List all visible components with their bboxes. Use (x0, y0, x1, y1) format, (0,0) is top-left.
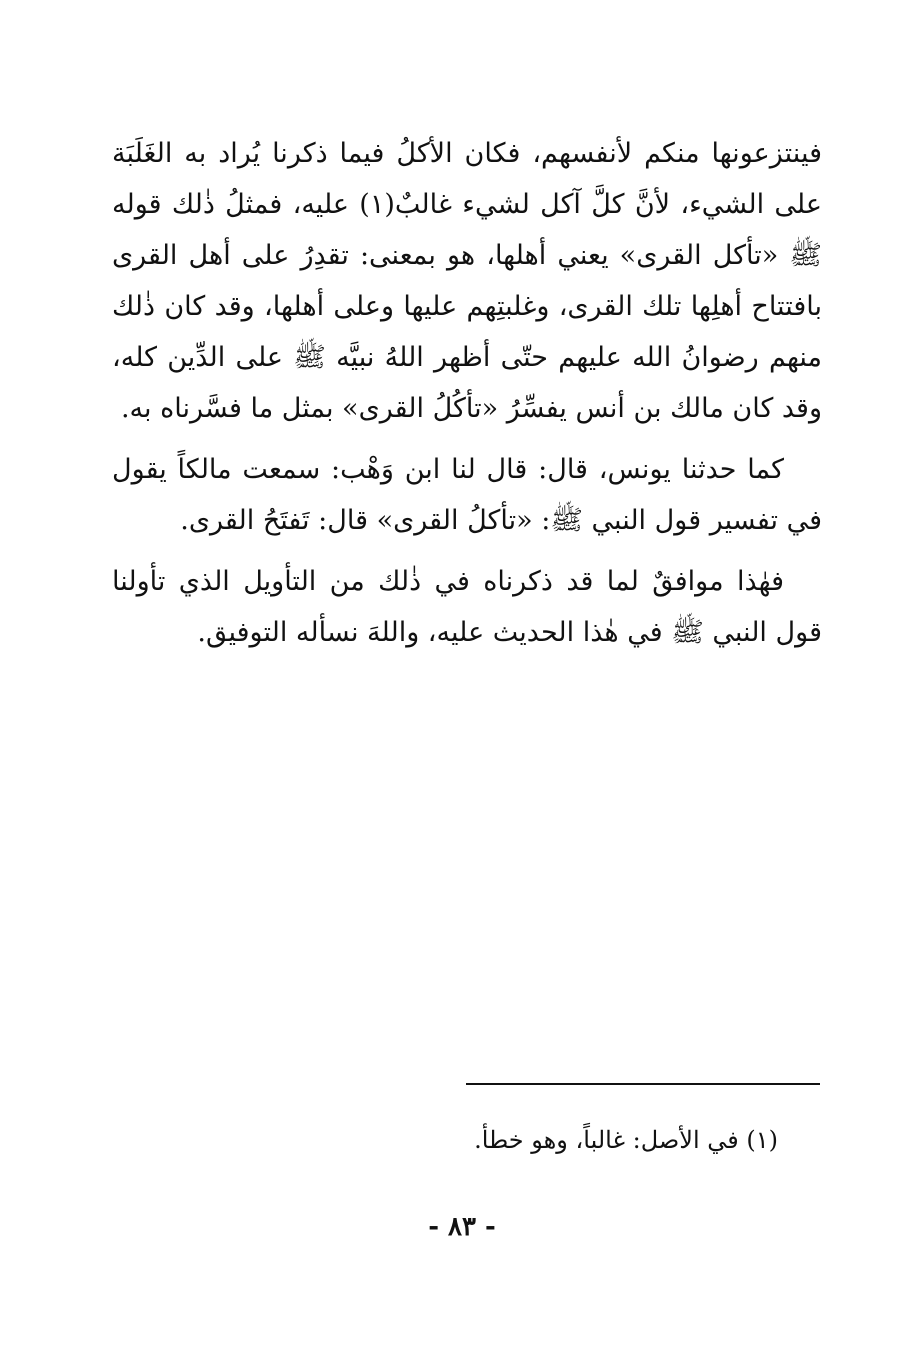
page-number: - ٨٣ - (428, 1212, 496, 1242)
paragraph-3: فهٰذا موافقٌ لما قد ذكرناه في ذٰلك من التأويل الذي تأولنا قول النبي ﷺ في هٰذا الحديث عليه، واللهَ نسأله التوفيق. (112, 566, 822, 648)
paragraph-2: كما حدثنا يونس، قال: قال لنا ابن وَهْب: سمعت مالكاً يقول في تفسير قول النبي ﷺ: «تأكلُ القرى» قال: تَفتَحُ القرى. (112, 454, 822, 536)
footnote: (١) في الأصل: غالباً، وهو خطأ. (474, 1126, 778, 1154)
footnote-divider (466, 1083, 820, 1085)
paragraph-1: فينتزعونها منكم لأنفسهم، فكان الأكلُ فيما ذكرنا يُراد به الغَلَبَة على الشيء، لأنَّ كلَّ آكل لشيء غالبٌ(١) عليه، فمثلُ ذٰلك قوله ﷺ «تأكل القرى» يعني أهلها، هو بمعنى: تقدِرُ على أهل القرى بافتتاح أهلِها تلك القرى، وغلبتِهم عليها وعلى أهلها، وقد كان ذٰلك منهم رضوانُ الله عليهم حتّى أظهر اللهُ نبيَّه ﷺ على الدِّين كله، وقد كان مالك بن أنس يفسِّرُ «تأكُلُ القرى» بمثل ما فسَّرناه به. (112, 138, 822, 424)
main-text (112, 128, 822, 668)
